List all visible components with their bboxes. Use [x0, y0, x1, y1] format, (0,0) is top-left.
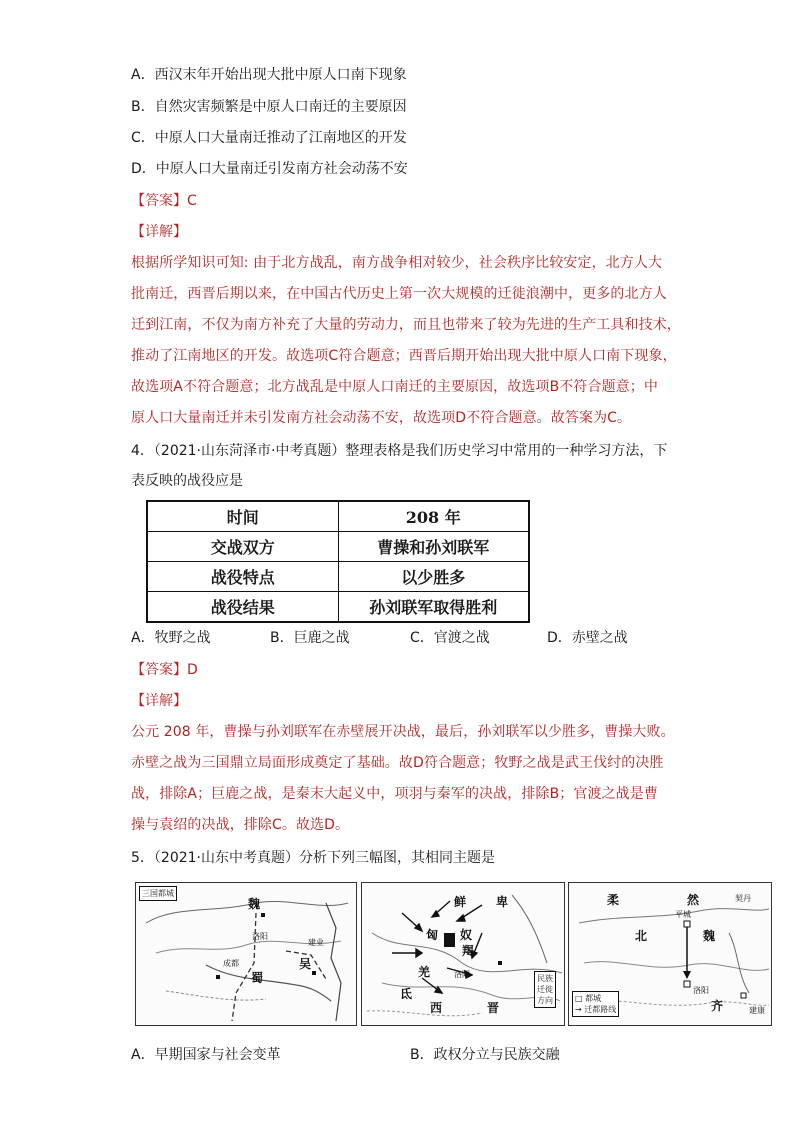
detail-line: 批南迁，西晋后期以来，在中国古代历史上第一次大规模的迁徙浪潮中，更多的北方人 [131, 286, 667, 302]
q4-detail-label: 【详解】 [131, 693, 187, 709]
table-cell: 曹操和孙刘联军 [338, 532, 529, 562]
q3-option-a: A．西汉末年开始出现大批中原人口南下现象 [131, 67, 407, 83]
q5-option-b: B．政权分立与民族交融 [410, 1047, 560, 1063]
map-label: 建业 [308, 938, 324, 947]
q4-detail-text [131, 717, 679, 841]
q4-option-c: C．官渡之战 [410, 630, 490, 646]
map-ethnic-migration [361, 882, 565, 1026]
answer-label: 【答案】 [131, 662, 187, 678]
answer-value: C [187, 193, 197, 209]
answer-value: D [187, 662, 198, 678]
map-label: 匈 [426, 928, 439, 942]
table-cell: 208 年 [338, 501, 529, 532]
answer-label: 【答案】 [131, 193, 187, 209]
table-cell: 战役结果 [147, 592, 338, 623]
map1-title-text: 三国都城 [142, 889, 174, 898]
legend-item-capital: □ 都城 [575, 994, 602, 1003]
q4-stem-line1: 4．（2021·山东菏泽市·中考真题）整理表格是我们历史学习中常用的一种学习方法，下 [131, 443, 668, 459]
q3-option-d: D．中原人口大量南迁引发南方社会动荡不安 [131, 161, 408, 177]
q4-option-b: B．巨鹿之战 [270, 630, 350, 646]
map-label: 吴 [299, 957, 312, 971]
map-label: 洛阳 [454, 970, 470, 979]
q5-stem: 5．（2021·山东中考真题）分析下列三幅图，其相同主题是 [131, 850, 495, 866]
detail-line: 公元 208 年，曹操与孙刘联军在赤壁展开决战，最后，孙刘联军以少胜多，曹操大败。 [131, 724, 675, 740]
map-three-kingdoms [135, 882, 357, 1026]
map-label: 魏 [703, 929, 716, 943]
table-row [147, 562, 529, 592]
legend-text: 迁徙 [537, 985, 553, 994]
battle-table [146, 500, 530, 623]
legend-text: 迁都路线 [584, 1005, 617, 1014]
detail-line: 迁到江南，不仅为南方补充了大量的劳动力，而且也带来了较为先进的生产工具和技术， [131, 317, 681, 333]
q4-option-a: A．牧野之战 [131, 630, 211, 646]
map-northern-wei [568, 882, 772, 1026]
legend-text: 民族 [537, 974, 553, 983]
table-row [147, 592, 529, 623]
detail-line: 战，排除A；巨鹿之战，是秦末大起义中，项羽与秦军的决战，排除B；官渡之战是曹 [131, 786, 658, 802]
map-label: 契丹 [735, 894, 751, 903]
detail-line: 操与袁绍的决战，排除C。故选D。 [131, 817, 350, 833]
map-label: 齐 [711, 999, 724, 1013]
q4-stem-line2: 表反映的战役应是 [131, 473, 243, 489]
q3-answer [131, 191, 197, 211]
map3-legend [572, 991, 619, 1017]
q3-detail-text [131, 248, 679, 434]
detail-line: 根据所学知识可知: 由于北方战乱，南方战争相对较少，社会秩序比较安定，北方人大 [131, 255, 663, 271]
q5-option-a: A．早期国家与社会变革 [131, 1047, 281, 1063]
detail-line: 赤壁之战为三国鼎立局面形成奠定了基础。故D符合题意；牧野之战是武王伐纣的决胜 [131, 755, 664, 771]
map-label: 柔 [607, 893, 620, 907]
legend-text: 都城 [585, 994, 602, 1003]
map-label: 平城 [675, 910, 691, 919]
q4-answer [131, 660, 198, 680]
map-label: 洛阳 [252, 932, 268, 941]
legend-text: 方向 [537, 996, 553, 1005]
map-label: 蜀 [251, 971, 264, 985]
map1-drawing [136, 883, 356, 1025]
detail-line: 故选项A不符合题意；北方战乱是中原人口南迁的主要原因，故选项B不符合题意；中 [131, 379, 658, 395]
table-cell: 交战双方 [147, 532, 338, 562]
map-label: 羌 [418, 965, 431, 979]
detail-line: 推动了江南地区的开发。故选项C符合题意；西晋后期开始出现大批中原人口南下现象， [131, 348, 677, 364]
table-row [147, 501, 529, 532]
q3-option-b: B．自然灾害频繁是中原人口南迁的主要原因 [131, 99, 407, 115]
map2-legend [534, 971, 556, 1008]
q3-option-c: C．中原人口大量南迁推动了江南地区的开发 [131, 130, 407, 146]
map-label: 魏 [248, 897, 261, 911]
q5-options [131, 1045, 691, 1065]
legend-item-route: → 迁都路线 [575, 1005, 617, 1014]
table-cell: 战役特点 [147, 562, 338, 592]
map-label: 奴 [460, 928, 473, 942]
map-label: 成都 [223, 959, 239, 968]
table-cell: 以少胜多 [338, 562, 529, 592]
q4-option-d: D．赤壁之战 [547, 630, 628, 646]
table-cell: 时间 [147, 501, 338, 532]
q3-detail-label: 【详解】 [131, 224, 187, 240]
map-label: 洛阳 [693, 986, 709, 995]
map-label: 氐 [400, 987, 413, 1001]
map-label: 北 [635, 929, 648, 943]
table-row [147, 532, 529, 562]
map-label: 羯 [462, 944, 475, 958]
detail-line: 原人口大量南迁并未引发南方社会动荡不安，故选项D不符合题意。故答案为C。 [131, 410, 632, 426]
map-label: 鲜 [454, 895, 467, 909]
q4-options [131, 628, 691, 648]
map-label: 卑 [496, 895, 509, 909]
map-label: 建康 [749, 1006, 765, 1015]
map1-title [139, 886, 177, 901]
map-label: 然 [687, 893, 700, 907]
map-label: 西 [430, 1001, 443, 1015]
map-label: 晋 [487, 1001, 500, 1015]
table-cell: 孙刘联军取得胜利 [338, 592, 529, 623]
